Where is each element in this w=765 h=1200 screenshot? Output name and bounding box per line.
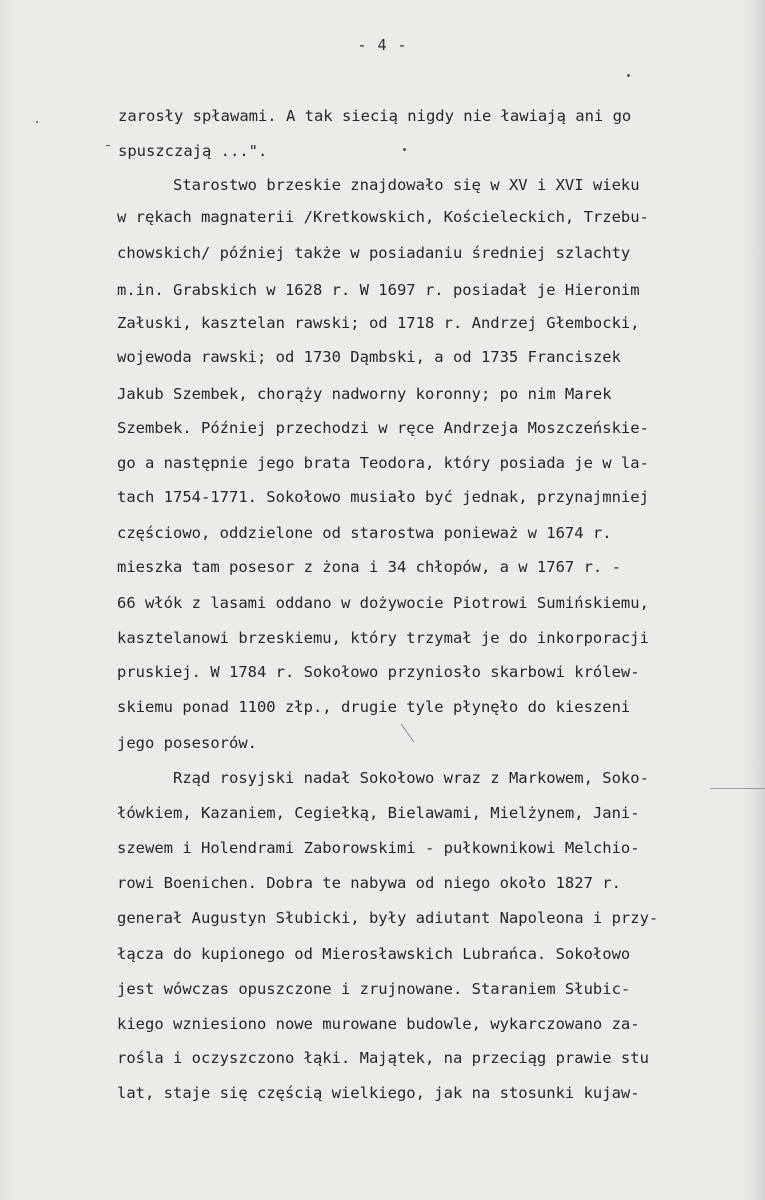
text-line-20: Rząd rosyjski nadał Sokołowo wraz z Markowem, Soko- (173, 769, 649, 787)
stray-speck (403, 148, 406, 151)
text-line-9: Jakub Szembek, chorąży nadworny koronny; po nim Marek (117, 385, 612, 403)
text-line-15: 66 włók z lasami oddano w dożywocie Piotrowi Sumińskiemu, (117, 594, 649, 612)
margin-mark-tick (401, 724, 414, 743)
text-line-29: lat, staje się częścią wielkiego, jak na stosunki kujaw- (117, 1084, 640, 1102)
page-right-edge-shading (743, 0, 765, 1200)
text-line-11: go a następnie jego brata Teodora, który posiada je w la- (117, 454, 649, 472)
text-line-5: chowskich/ później także w posiadaniu średniej szlachty (117, 244, 631, 262)
text-line-22: szewem i Holendrami Zaborowskimi - pułkownikowi Melchio- (117, 839, 640, 857)
text-line-1: zarosły spławami. A tak siecią nigdy nie ławiają ani go (118, 107, 632, 125)
text-line-14: mieszka tam posesor z żona i 34 chłopów, a w 1767 r. - (117, 558, 621, 576)
text-line-6: m.in. Grabskich w 1628 r. W 1697 r. posiadał je Hieronim (117, 281, 640, 299)
stray-speck (36, 121, 38, 123)
text-line-7: Załuski, kasztelan rawski; od 1718 r. Andrzej Głembocki, (117, 314, 640, 332)
text-line-28: rośla i oczyszczono łąki. Majątek, na przeciąg prawie stu (117, 1049, 649, 1067)
page-number: - 4 - (357, 36, 408, 54)
text-line-3: Starostwo brzeskie znajdowało się w XV i XVI wieku (173, 176, 640, 194)
text-line-18: skiemu ponad 1100 złp., drugie tyle płynęło do kieszeni (117, 698, 631, 716)
stray-speck (627, 74, 630, 77)
text-line-8: wojewoda rawski; od 1730 Dąmbski, a od 1735 Franciszek (117, 348, 621, 366)
text-line-24: generał Augustyn Słubicki, były adiutant Napoleona i przy- (117, 909, 659, 927)
text-line-23: rowi Boenichen. Dobra te nabywa od niego około 1827 r. (117, 874, 621, 892)
text-line-4: w rękach magnaterii /Kretkowskich, Kościeleckich, Trzebu- (117, 208, 649, 226)
text-line-17: pruskiej. W 1784 r. Sokołowo przyniosło skarbowi królew- (117, 663, 640, 681)
stray-speck (106, 145, 110, 146)
text-line-19: jego posesorów. (117, 734, 257, 752)
text-line-26: jest wówczas opuszczone i zrujnowane. Staraniem Słubic- (117, 980, 631, 998)
text-line-12: tach 1754-1771. Sokołowo musiało być jednak, przynajmniej (117, 488, 649, 506)
text-line-16: kasztelanowi brzeskiemu, który trzymał je do inkorporacji (117, 629, 649, 647)
margin-mark-line (710, 788, 765, 789)
text-line-25: łącza do kupionego od Mierosławskich Lubrańca. Sokołowo (117, 945, 631, 963)
text-line-21: łówkiem, Kazaniem, Cegiełką, Bielawami, Mielżynem, Jani- (117, 804, 640, 822)
text-line-2: spuszczają ...". (118, 142, 268, 160)
text-line-27: kiego wzniesiono nowe murowane budowle, wykarczowano za- (117, 1015, 640, 1033)
text-line-13: częściowo, oddzielone od starostwa ponieważ w 1674 r. (117, 524, 612, 542)
text-line-10: Szembek. Później przechodzi w ręce Andrzeja Moszczeńskie- (117, 419, 649, 437)
page-left-edge-shading (0, 0, 18, 1200)
